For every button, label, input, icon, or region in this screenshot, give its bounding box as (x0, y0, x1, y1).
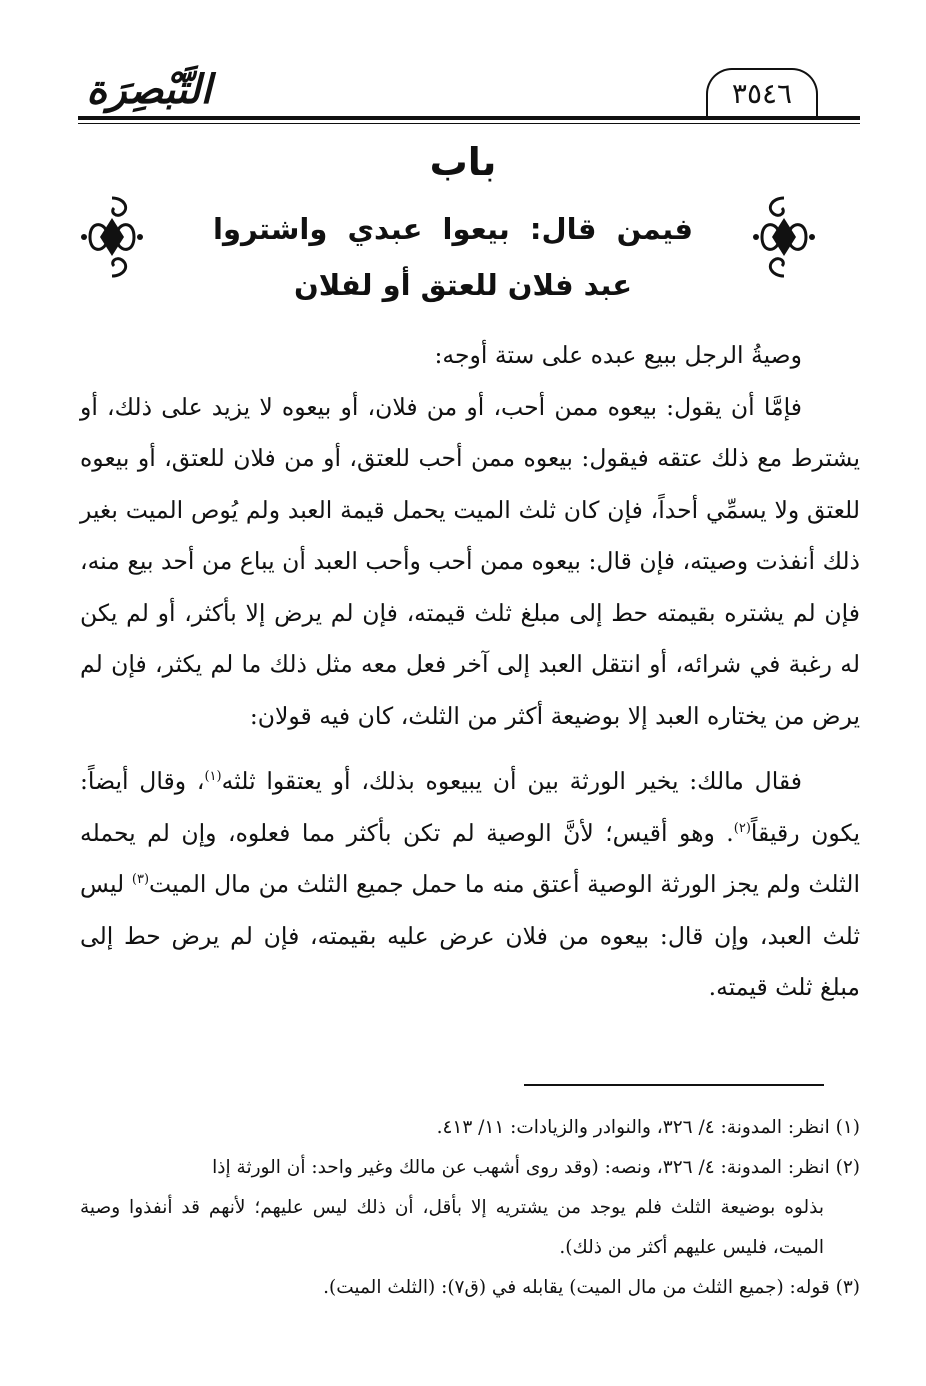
footnote-ref-1: (١) (204, 769, 222, 785)
paragraph-3-part-a: فقال مالك: يخير الورثة بين أن يبيعوه بذلك، أو يعتقوا ثلثه (221, 767, 802, 795)
footnote-3: (٣) قوله: (جميع الثلث من مال الميت) يقابله في (ق٧): (الثلث الميت). (323, 1277, 860, 1298)
paragraph-3-part-d: ليس ثلث العبد، وإن قال: بيعوه من فلان عرض عليه بقيمته، فإن لم يرض حط إلى مبلغ ثلث قيمته. (80, 870, 860, 1001)
chapter-title-line2: عبد فلان للعتق أو لفلان (293, 268, 633, 302)
page-number: ٣٥٤٦ (731, 76, 793, 110)
ornament-right-icon (752, 192, 816, 282)
paragraph-2: فإمَّا أن يقول: بيعوه ممن أحب، أو من فلان، أو بيعوه لا يزيد على ذلك، أو يشترط مع ذلك عتقه فيقول: بيعوه ممن أحب للعتق، أو من فلان للعتق، أو بيعوه للعتق ولا يسمِّي أحداً، فإن كان ثلث الميت يحمل قيمة العبد ولم يُوص الميت بغير ذلك أنفذت وصيته، فإن قال: بيعوه ممن أحب وأحب العبد أن يباع من أحد بيع منه، فإن لم يشتره بقيمته حط إلى مبلغ ثلث قيمته، فإن لم يرض إلا بأكثر، أو لم يكن له رغبة في شرائه، أو انتقل العبد إلى آخر فعل معه مثل ذلك ما لم يكثر، فإن لم يرض من يختاره العبد إلا بوضيعة أكثر من الثلث، كان فيه قولان: (80, 392, 860, 730)
footnote-ref-3: (٣) (131, 872, 150, 888)
header-rule (78, 116, 860, 120)
footnote-separator (524, 1084, 824, 1086)
paragraph-3 (80, 756, 860, 1014)
body-text (80, 330, 860, 1014)
page-number-frame (706, 68, 818, 116)
footnote-1: (١) انظر: المدونة: ٤/ ٣٢٦، والنوادر والزيادات: ١١/ ٤١٣. (436, 1117, 860, 1138)
paragraph-3-part-b: ، وقال أيضاً: يكون رقيقاً (80, 767, 860, 847)
book-title-logo: التَّبْصِرَة (86, 66, 212, 113)
paragraph-3-part-c: . وهو أقيس؛ لأنَّ الوصية لم تكن بأكثر مما فعلوه، وإن لم يحمله الثلث ولم يجز الورثة الوصية أعتق منه ما حمل جميع الثلث من مال الميت (80, 818, 860, 898)
chapter-label: باب (429, 140, 497, 184)
header-rule-thin (78, 123, 860, 124)
chapter-title-line1: فيمن قال: بيعوا عبدي واشتروا (213, 212, 693, 246)
footnote-ref-2: (٢) (733, 820, 751, 836)
footnotes (80, 1108, 860, 1308)
ornament-left-icon (80, 192, 144, 282)
paragraph-1: وصيةُ الرجل ببيع عبده على ستة أوجه: (434, 341, 802, 369)
footnote-2: (٢) انظر: المدونة: ٤/ ٣٢٦، ونصه: (وقد روى أشهب عن مالك وغير واحد: أن الورثة إذا (212, 1157, 860, 1178)
footnote-2-continued: بذلوه بوضيعة الثلث فلم يوجد من يشتريه إلا بأقل، أن ذلك ليس عليهم؛ لأنهم قد أنفذوا وصية الميت، فليس عليهم أكثر من ذلك). (80, 1197, 824, 1258)
